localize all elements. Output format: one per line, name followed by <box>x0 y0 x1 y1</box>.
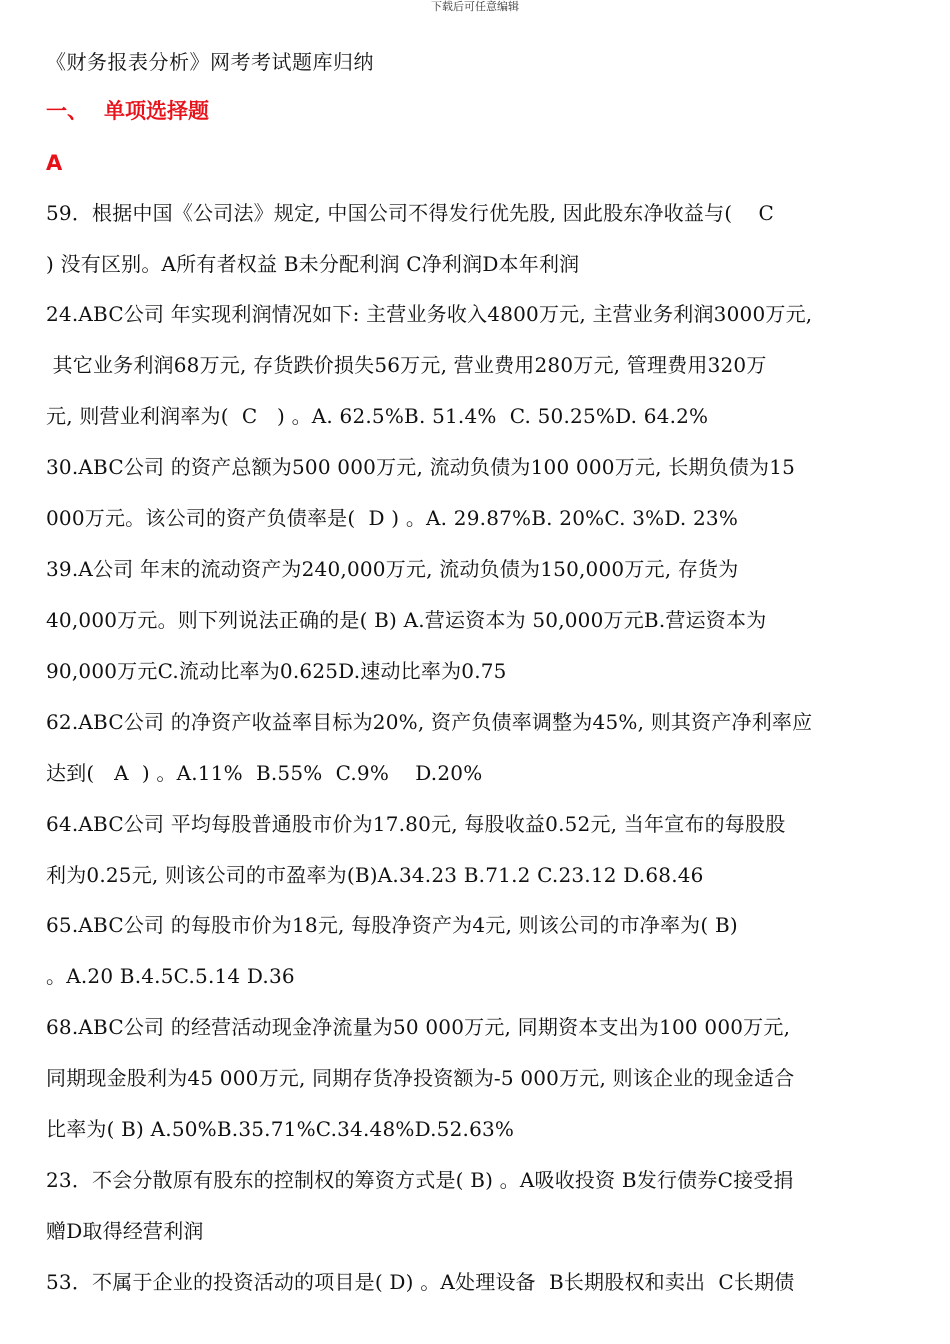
question-line: 62.ABC公司 的净资产收益率目标为20%, 资产负债率调整为45%, 则其资产净利率应 <box>46 710 813 734</box>
question-line: ) 没有区别。A所有者权益 B未分配利润 C净利润D本年利润 <box>46 252 580 276</box>
section-label: 单项选择题 <box>104 99 209 123</box>
question-line: 元, 则营业利润率为( C ) 。A. 62.5%B. 51.4% C. 50.25%D. 64.2% <box>46 404 709 428</box>
question-line: 23．不会分散原有股东的控制权的筹资方式是( B) 。A吸收投资 B发行债券C接受捐 <box>46 1168 794 1192</box>
question-line: 65.ABC公司 的每股市价为18元, 每股净资产为4元, 则该公司的市净率为( B) <box>46 913 738 937</box>
question-line: 达到( A ) 。A.11% B.55% C.9% D.20% <box>46 761 483 785</box>
question-line: 59．根据中国《公司法》规定, 中国公司不得发行优先股, 因此股东净收益与( C <box>46 201 775 225</box>
question-line: 同期现金股利为45 000万元, 同期存货净投资额为-5 000万元, 则该企业的现金适合 <box>46 1066 795 1090</box>
question-line: 30.ABC公司 的资产总额为500 000万元, 流动负债为100 000万元, 长期负债为15 <box>46 455 796 479</box>
question-line: 利为0.25元, 则该公司的市盈率为(B)A.34.23 B.71.2 C.23.12 D.68.46 <box>46 863 704 887</box>
section-heading <box>46 96 209 126</box>
question-line: 比率为( B) A.50%B.35.71%C.34.48%D.52.63% <box>46 1117 515 1141</box>
question-line: 赠D取得经营利润 <box>46 1219 204 1243</box>
question-line: 其它业务利润68万元, 存货跌价损失56万元, 营业费用280万元, 管理费用320万 <box>46 353 767 377</box>
document-title: 《财务报表分析》网考考试题库归纳 <box>46 50 374 74</box>
letter-heading: A <box>46 151 63 175</box>
question-line: 90,000万元C.流动比率为0.625D.速动比率为0.75 <box>46 659 507 683</box>
section-number: 一、 <box>46 99 88 123</box>
question-line: 。A.20 B.4.5C.5.14 D.36 <box>46 964 295 988</box>
header-note: 下载后可任意编辑 <box>431 0 519 13</box>
question-line: 64.ABC公司 平均每股普通股市价为17.80元, 每股收益0.52元, 当年宣布的每股股 <box>46 812 786 836</box>
question-line: 68.ABC公司 的经营活动现金净流量为50 000万元, 同期资本支出为100 000万元, <box>46 1015 791 1039</box>
question-line: 53．不属于企业的投资活动的项目是( D) 。A处理设备 B长期股权和卖出 C长期债 <box>46 1270 795 1294</box>
question-line: 39.A公司 年末的流动资产为240,000万元, 流动负债为150,000万元, 存货为 <box>46 557 739 581</box>
question-line: 000万元。该公司的资产负债率是( D ) 。A. 29.87%B. 20%C. 3%D. 23% <box>46 506 739 530</box>
question-line: 40,000万元。则下列说法正确的是( B) A.营运资本为 50,000万元B.营运资本为 <box>46 608 767 632</box>
question-line: 24.ABC公司 年实现利润情况如下: 主营业务收入4800万元, 主营业务利润3000万元, <box>46 302 813 326</box>
